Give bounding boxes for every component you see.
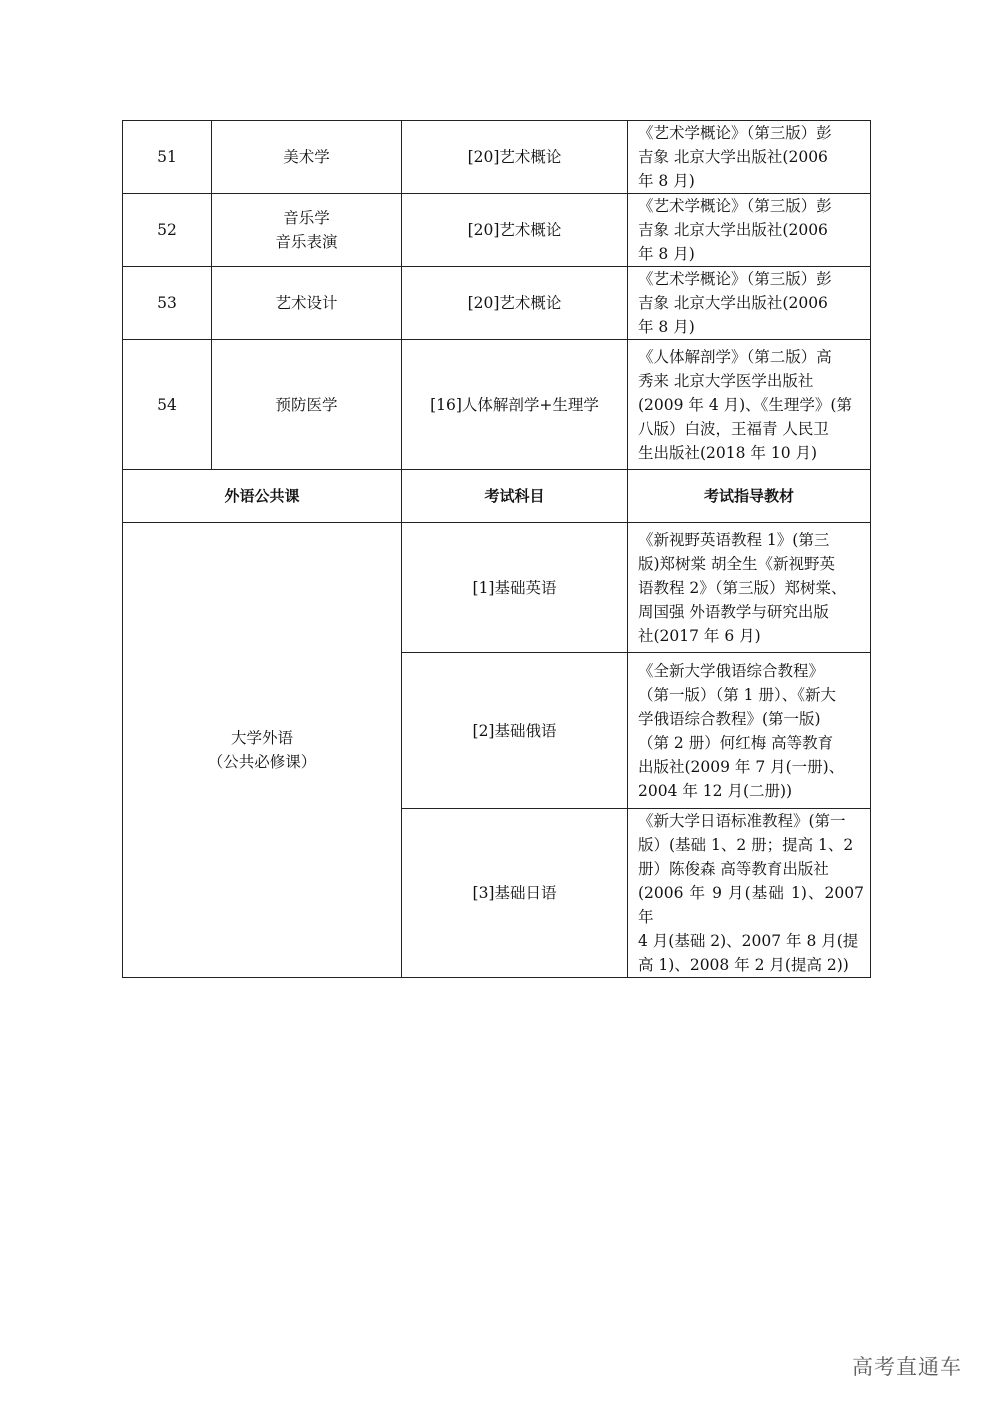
textbook-line: (2009 年 4 月)、《生理学》(第 <box>638 395 852 414</box>
row-number: 52 <box>123 194 212 267</box>
major-line: 艺术设计 <box>275 294 338 312</box>
table-row <box>123 523 871 653</box>
textbook-line: 《艺术学概论》（第三版）彭 <box>638 270 832 288</box>
textbook <box>628 523 871 653</box>
major-line: 音乐学 <box>283 209 330 227</box>
textbook-line: 年 8 月) <box>638 172 695 190</box>
textbook-line: 《全新大学俄语综合教程》 <box>638 661 825 680</box>
textbook-line: 2004 年 12 月(二册)) <box>638 781 793 800</box>
textbook-line: 《新视野英语教程 1》(第三 <box>638 530 830 549</box>
exam-subject: [1]基础英语 <box>402 523 628 653</box>
textbook-line: 八版）白波，王福青 人民卫 <box>638 419 829 438</box>
textbook-line: 4 月(基础 2)、2007 年 8 月(提 <box>638 932 859 950</box>
textbook-line: 吉象 北京大学出版社(2006 <box>638 148 828 166</box>
section-header-row <box>123 470 871 523</box>
table-row <box>123 340 871 470</box>
textbook-line: 册）陈俊森 高等教育出版社 <box>638 860 829 878</box>
exam-subject: [20]艺术概论 <box>402 267 628 340</box>
textbook-line: 学俄语综合教程》(第一版) <box>638 709 821 728</box>
row-number: 51 <box>123 121 212 194</box>
table-row <box>123 194 871 267</box>
textbook-line: 出版社(2009 年 7 月(一册)、 <box>638 757 845 776</box>
textbook-line: 《人体解剖学》（第二版）高 <box>638 347 832 366</box>
course-line: 大学外语 <box>230 729 293 747</box>
textbook-line: （第一版）（第 1 册）、《新大 <box>638 685 836 704</box>
row-number: 53 <box>123 267 212 340</box>
textbook-line: 生出版社(2018 年 10 月) <box>638 443 818 462</box>
textbook-line: 《艺术学概论》（第三版）彭 <box>638 197 832 215</box>
major-name <box>212 340 402 470</box>
textbook <box>628 340 871 470</box>
textbook <box>628 267 871 340</box>
textbook-line: 秀来 北京大学医学出版社 <box>638 371 814 390</box>
textbook-line: 吉象 北京大学出版社(2006 <box>638 221 828 239</box>
foreign-course-name <box>123 523 402 978</box>
header-foreign-course: 外语公共课 <box>123 470 402 523</box>
table-row <box>123 121 871 194</box>
textbook-line: 版）(基础 1、2 册；提高 1、2 <box>638 836 854 854</box>
textbook-table <box>122 120 871 978</box>
textbook-line: 语教程 2》（第三版）郑树棠、 <box>638 578 847 597</box>
header-textbook: 考试指导教材 <box>628 470 871 523</box>
major-line: 音乐表演 <box>275 233 338 251</box>
textbook-line: 年 8 月) <box>638 318 695 336</box>
major-name <box>212 121 402 194</box>
watermark-text: 高考直通车 <box>852 1355 962 1379</box>
exam-subject: [16]人体解剖学+生理学 <box>402 340 628 470</box>
textbook <box>628 194 871 267</box>
textbook <box>628 653 871 809</box>
textbook-line: 版)郑树棠 胡全生《新视野英 <box>638 554 835 573</box>
textbook-line: 周国强 外语教学与研究出版 <box>638 602 829 621</box>
textbook-line: （第 2 册）何红梅 高等教育 <box>638 733 834 752</box>
textbook-line: 吉象 北京大学出版社(2006 <box>638 294 828 312</box>
textbook-line: 年 8 月) <box>638 245 695 263</box>
row-number: 54 <box>123 340 212 470</box>
major-name <box>212 267 402 340</box>
exam-subject: [20]艺术概论 <box>402 121 628 194</box>
textbook-line: 高 1)、2008 年 2 月(提高 2)) <box>638 956 849 974</box>
textbook <box>628 809 871 978</box>
textbook-line: 社(2017 年 6 月) <box>638 626 761 645</box>
textbook-line: 《新大学日语标准教程》(第一 <box>638 812 846 830</box>
major-line: 美术学 <box>283 148 330 166</box>
textbook <box>628 121 871 194</box>
textbook-line: (2006 年 9 月(基础 1)、2007 年 <box>638 884 864 926</box>
header-exam-subject: 考试科目 <box>402 470 628 523</box>
course-line: （公共必修课） <box>207 753 317 771</box>
exam-subject: [2]基础俄语 <box>402 653 628 809</box>
textbook-line: 《艺术学概论》（第三版）彭 <box>638 124 832 142</box>
exam-subject: [20]艺术概论 <box>402 194 628 267</box>
major-line: 预防医学 <box>275 395 338 414</box>
major-name <box>212 194 402 267</box>
exam-subject: [3]基础日语 <box>402 809 628 978</box>
table-row <box>123 267 871 340</box>
